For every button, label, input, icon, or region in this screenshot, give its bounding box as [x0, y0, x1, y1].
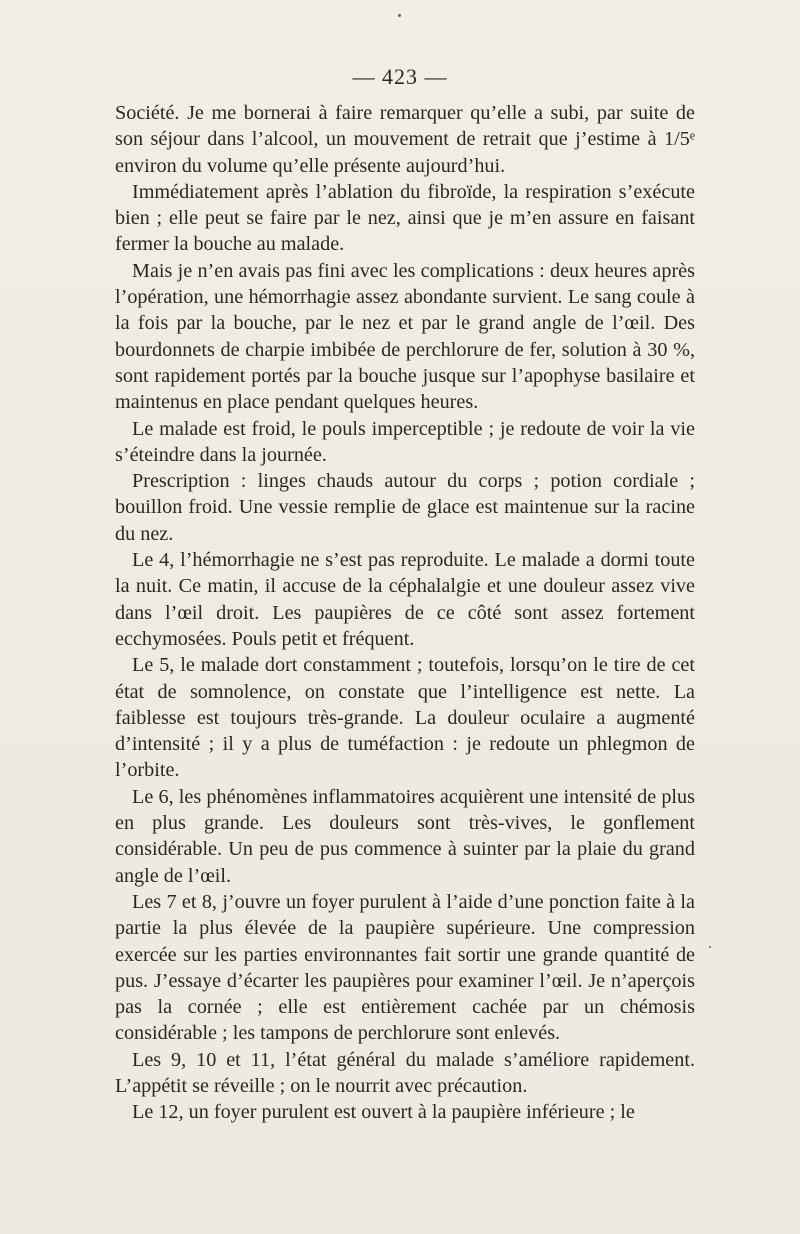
- paragraph: Société. Je me bornerai à faire remarquer qu’elle a subi, par suite de son séjour dans l’alcool, un mouvement de retrait que j’estime à 1/5ᵉ environ du volume qu’elle présente aujourd’hui.: [115, 102, 695, 177]
- paragraph: Prescription : linges chauds autour du corps ; potion cordiale ; bouillon froid. Une vessie remplie de glace est maintenue sur la racine du nez.: [115, 470, 695, 545]
- paragraph: Immédiatement après l’ablation du fibroïde, la respiration s’exécute bien ; elle peut se faire par le nez, ainsi que je m’en assure en faisant fermer la bouche au malade.: [115, 180, 695, 256]
- paragraph: Le 12, un foyer purulent est ouvert à la paupière inférieure ; le: [132, 1101, 635, 1124]
- paragraph: Mais je n’en avais pas fini avec les complications : deux heures après l’opération, une hémorrhagie assez abondante survient. Le sang coule à la fois par la bouche, par le nez et par le grand angle de l’œil. Des bourdonnets de charpie imbibée de perchlorure de fer, solution à 30 %, sont rapidement portés par la bouche jusque sur l’apophyse basilaire et maintenus en place pendant quelques heures.: [115, 259, 695, 414]
- print-speck: [709, 946, 711, 948]
- paragraph: Les 7 et 8, j’ouvre un foyer purulent à l’aide d’une ponction faite à la partie la plus élevée de la paupière supérieure. Une compression exercée sur les parties environnantes fait sortir une grande quantité de pus. J’essaye d’écarter les paupières pour examiner l’œil. Je n’aperçois pas la cornée ; elle est entièrement cachée par un chémosis considérable ; les tampons de perchlorure sont enlevés.: [115, 890, 695, 1045]
- paragraph: Le 4, l’hémorrhagie ne s’est pas reproduite. Le malade a dormi toute la nuit. Ce matin, il accuse de la céphalalgie et une douleur assez vive dans l’œil droit. Les paupières de ce côté sont assez fortement ecchymosées. Pouls petit et fréquent.: [115, 549, 695, 650]
- paragraph: Le 5, le malade dort constamment ; toutefois, lorsqu’on le tire de cet état de somnolence, on constate que l’intelligence est nette. La faiblesse est toujours très-grande. La douleur oculaire a augmenté d’intensité ; il y a plus de tuméfaction : je redoute un phlegmon de l’orbite.: [115, 654, 695, 782]
- paragraph: Les 9, 10 et 11, l’état général du malade s’améliore rapidement. L’appétit se réveille ; on le nourrit avec précaution.: [115, 1048, 695, 1097]
- print-speck: [398, 14, 401, 17]
- paragraph: Le malade est froid, le pouls imperceptible ; je redoute de voir la vie s’éteindre dans la journée.: [115, 417, 695, 466]
- page-number: — 423 —: [352, 64, 448, 89]
- body-text: [115, 100, 695, 1126]
- paragraph: Le 6, les phénomènes inflammatoires acquièrent une intensité de plus en plus grande. Les douleurs sont très-vives, le gonflement considérable. Un peu de pus commence à suinter par la plaie du grand angle de l’œil.: [115, 785, 695, 887]
